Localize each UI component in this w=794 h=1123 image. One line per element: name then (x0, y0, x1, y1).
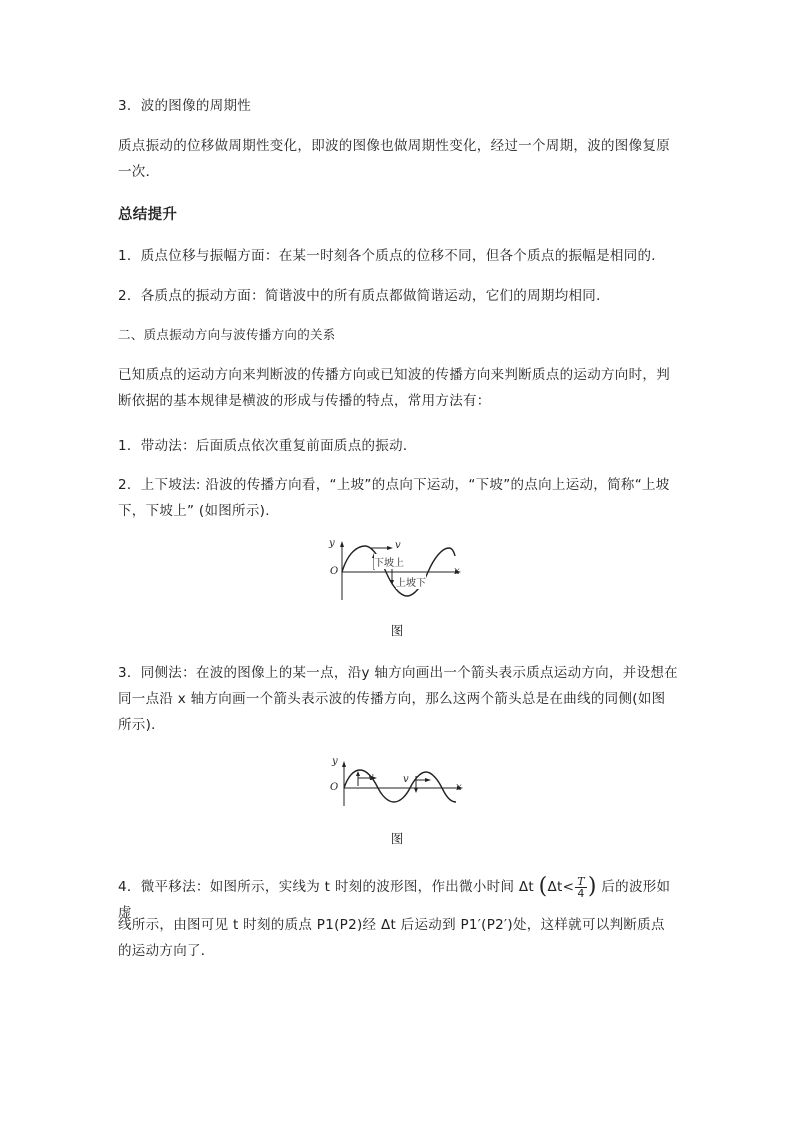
fig1-x-label: x (454, 566, 460, 577)
motion-arrowhead-1 (356, 771, 360, 776)
summary-item-1: 1．质点位移与振幅方面：在某一时刻各个质点的位移不同，但各个质点的振幅是相同的． (118, 248, 666, 264)
fraction-numerator: T (577, 874, 585, 888)
part2-heading: 二、质点振动方向与波传播方向的关系 (118, 327, 336, 342)
y-axis-arrow (340, 541, 344, 547)
y-axis-arrow (342, 761, 346, 767)
fig1-v-label: v (395, 540, 401, 551)
fig2-origin-label: O (330, 782, 339, 793)
fig1-downhill-label: 下坡上 (374, 554, 404, 569)
method4-frac-lhs: Δt< (547, 879, 575, 895)
fig2-x-label: x (456, 782, 462, 793)
fig2-v1-label: v (368, 772, 374, 783)
method1-text: 1．带动法：后面质点依次重复前面质点的振动． (118, 438, 417, 454)
fig2-v2-label: v (403, 774, 409, 785)
method4-text-b: 后的波形如虚 (118, 879, 671, 921)
propagation-arrowhead (387, 546, 393, 550)
fig1-origin-label: O (330, 566, 339, 577)
fig1-uphill-label: 上坡下 (396, 574, 426, 589)
right-paren: ) (587, 874, 597, 899)
figure2-caption: 图 (390, 831, 404, 846)
method4-text-a: 4．微平移法：如图所示，实线为 t 时刻的波形图，作出微小时间 Δt (118, 879, 534, 895)
method3-text: 3．同侧法：在波的图像上的某一点，沿y 轴方向画出一个箭头表示质点运动方向，并设想在同一点沿 x 轴方向画一个箭头表示波的传播方向，那么这两个箭头总是在曲线的同侧(如图所示)． (118, 665, 678, 733)
fig1-y-label: y (329, 538, 335, 549)
wave-curve (344, 770, 456, 802)
section3-body: 质点振动的位移做周期性变化，即波的图像也做周期性变化，经过一个周期，波的图像复原一次． (118, 138, 670, 180)
method2-text: 2．上下坡法: 沿波的传播方向看，“上坡”的点向下运动，“下坡”的点向上运动，简称“上坡下，下坡上” (如图所示). (118, 477, 670, 519)
summary-title: 总结提升 (118, 207, 178, 223)
method4-text-c: 线所示，由图可见 t 时刻的质点 P1(P2)经 Δt 后运动到 P1′(P2′)处，这样就可以判断质点的运动方向了． (118, 917, 665, 959)
figure1-caption: 图 (390, 623, 404, 638)
section3-heading: 3．波的图像的周期性 (118, 98, 252, 114)
motion-arrowhead-2 (414, 788, 418, 793)
left-paren: ( (538, 874, 548, 899)
summary-item-2: 2．各质点的振动方面：简谐波中的所有质点都做简谐运动，它们的周期均相同． (118, 288, 610, 304)
propagation-arrowhead-2 (425, 778, 431, 782)
part2-intro: 已知质点的运动方向来判断波的传播方向或已知波的传播方向来判断质点的运动方向时，判断依据的基本规律是横波的形成与传播的特点，常用方法有： (118, 367, 670, 409)
fraction-denominator: 4 (577, 886, 585, 900)
fig2-y-label: y (332, 756, 338, 767)
fraction-t-over-4 (575, 876, 587, 899)
wave-figure-same-side (330, 758, 470, 808)
